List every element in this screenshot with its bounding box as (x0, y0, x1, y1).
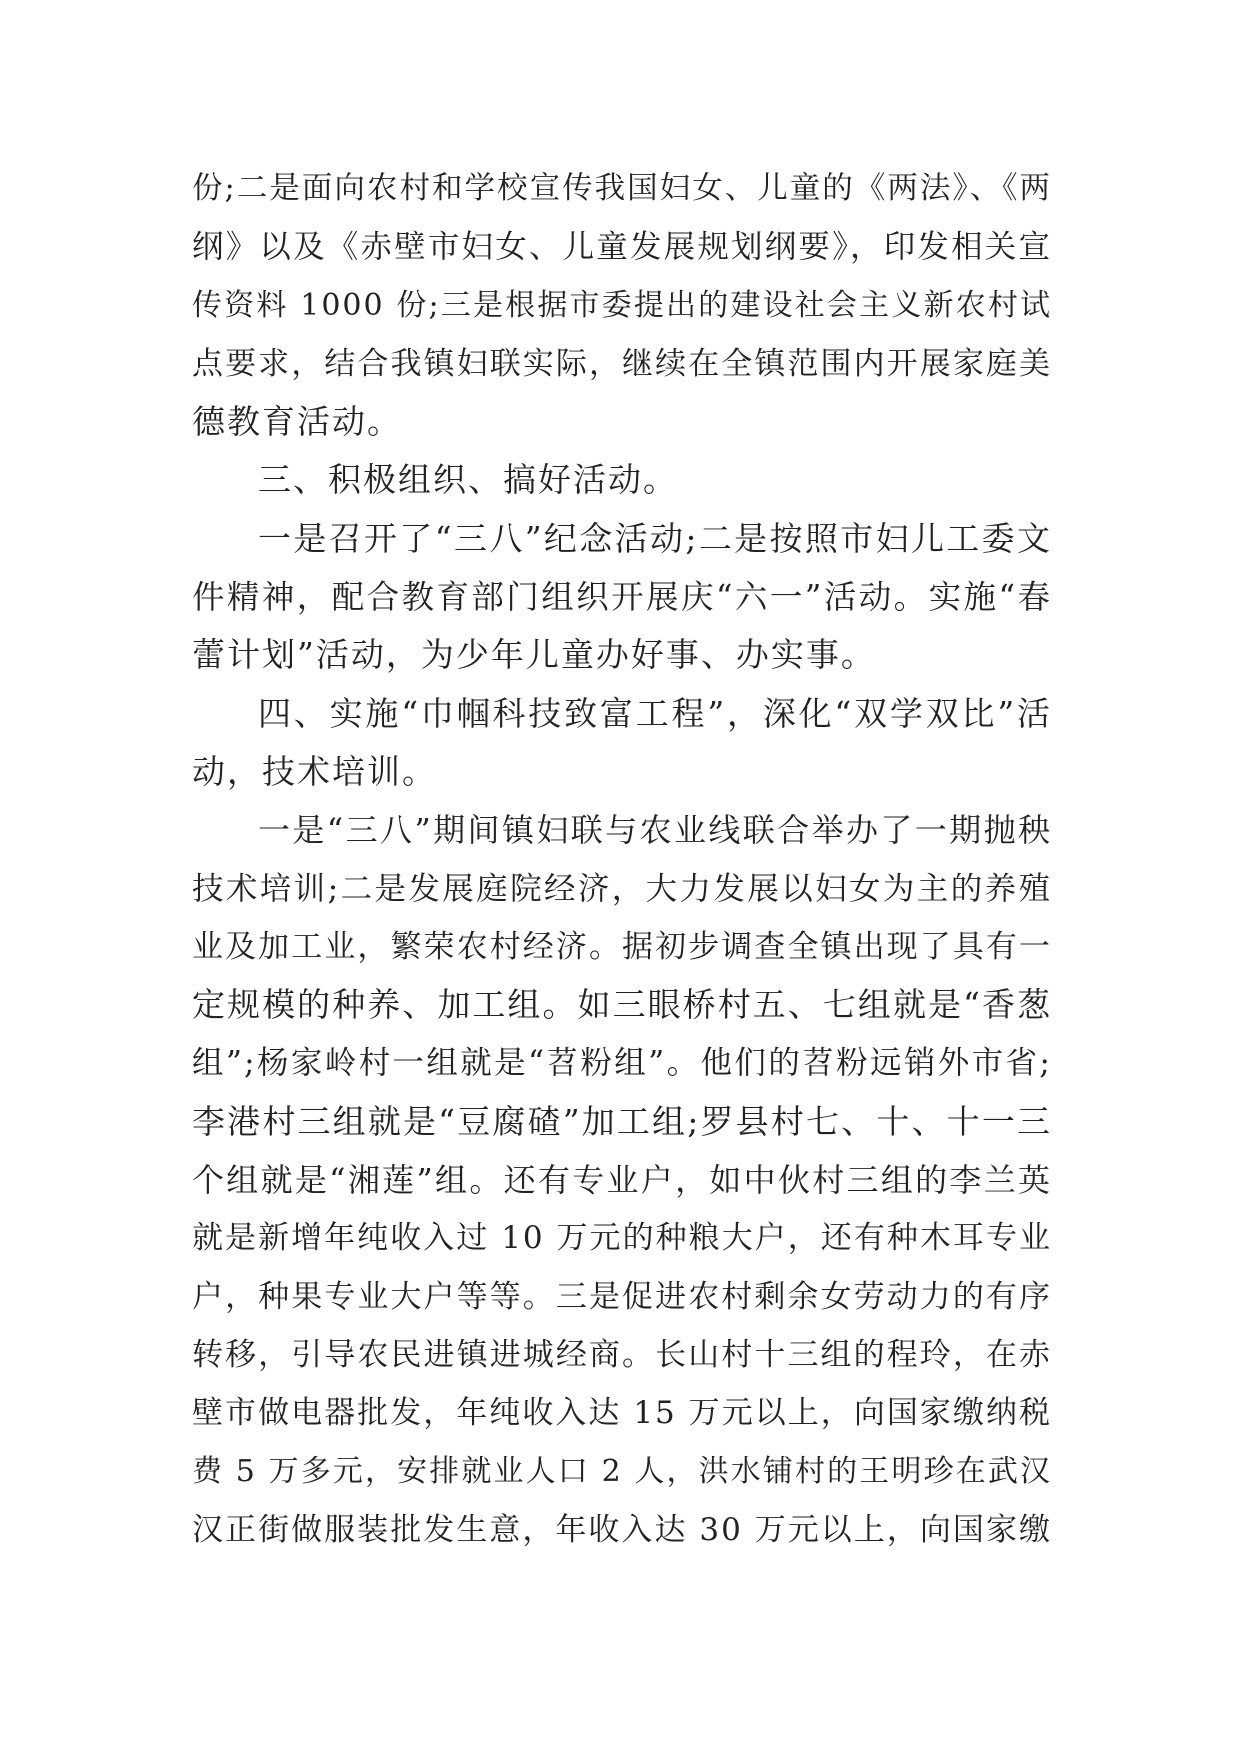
paragraph-line: 定规模的种养、加工组。如三眼桥村五、七组就是“香葱 (192, 985, 1052, 1025)
paragraph-line: 业及加工业，繁荣农村经济。据初步调查全镇出现了具有一 (192, 928, 1052, 965)
section-heading: 四、实施“巾帼科技致富工程”，深化“双学双比”活 (258, 693, 1052, 733)
paragraph-line: 传资料 1000 份;三是根据市委提出的建设社会主义新农村试 (192, 287, 1052, 323)
paragraph-line: 费 5 万多元，安排就业人口 2 人，洪水铺村的王明珍在武汉 (192, 1453, 1052, 1489)
paragraph-line: 户，种果专业大户等等。三是促进农村剩余女劳动力的有序 (192, 1278, 1052, 1315)
section-heading-continued: 动，技术培训。 (192, 751, 437, 791)
paragraph-line: 纲》以及《赤壁市妇女、儿童发展规划纲要》，印发相关宣 (192, 229, 1052, 266)
document-body (192, 160, 1052, 1559)
paragraph-line: 件精神，配合教育部门组织开展庆“六一”活动。实施“春 (192, 578, 1052, 617)
paragraph-line: 汉正街做服装批发生意，年收入达 30 万元以上，向国家缴 (192, 1511, 1052, 1548)
paragraph-line: 转移，引导农民进镇进城经商。长山村十三组的程玲，在赤 (192, 1336, 1052, 1373)
paragraph-line: 李港村三组就是“豆腐碴”加工组;罗县村七、十、十一三 (192, 1101, 1052, 1141)
section-heading: 三、积极组织、搞好活动。 (258, 460, 678, 500)
paragraph-line: 蕾计划”活动，为少年儿童办好事、办实事。 (192, 635, 876, 675)
paragraph-line: 德教育活动。 (192, 402, 402, 442)
paragraph-line: 技术培训;二是发展庭院经济，大力发展以妇女为主的养殖 (192, 870, 1052, 907)
paragraph-line: 个组就是“湘莲”组。还有专业户，如中伙村三组的李兰英 (192, 1161, 1052, 1200)
paragraph-line: 一是召开了“三八”纪念活动;二是按照市妇儿工委文 (258, 518, 1052, 558)
paragraph-line: 点要求，结合我镇妇联实际，继续在全镇范围内开展家庭美 (192, 345, 1052, 382)
paragraph-line: 组”;杨家岭村一组就是“苕粉组”。他们的苕粉远销外市省; (192, 1045, 1052, 1082)
paragraph-line: 份;二是面向农村和学校宣传我国妇女、儿童的《两法》、《两 (192, 171, 1052, 206)
paragraph-line: 壁市做电器批发，年纯收入达 15 万元以上，向国家缴纳税 (192, 1395, 1052, 1432)
paragraph-line: 就是新增年纯收入过 10 万元的种粮大户，还有种木耳专业 (192, 1220, 1052, 1257)
paragraph-line: 一是“三八”期间镇妇联与农业线联合举办了一期抛秧 (258, 811, 1052, 850)
